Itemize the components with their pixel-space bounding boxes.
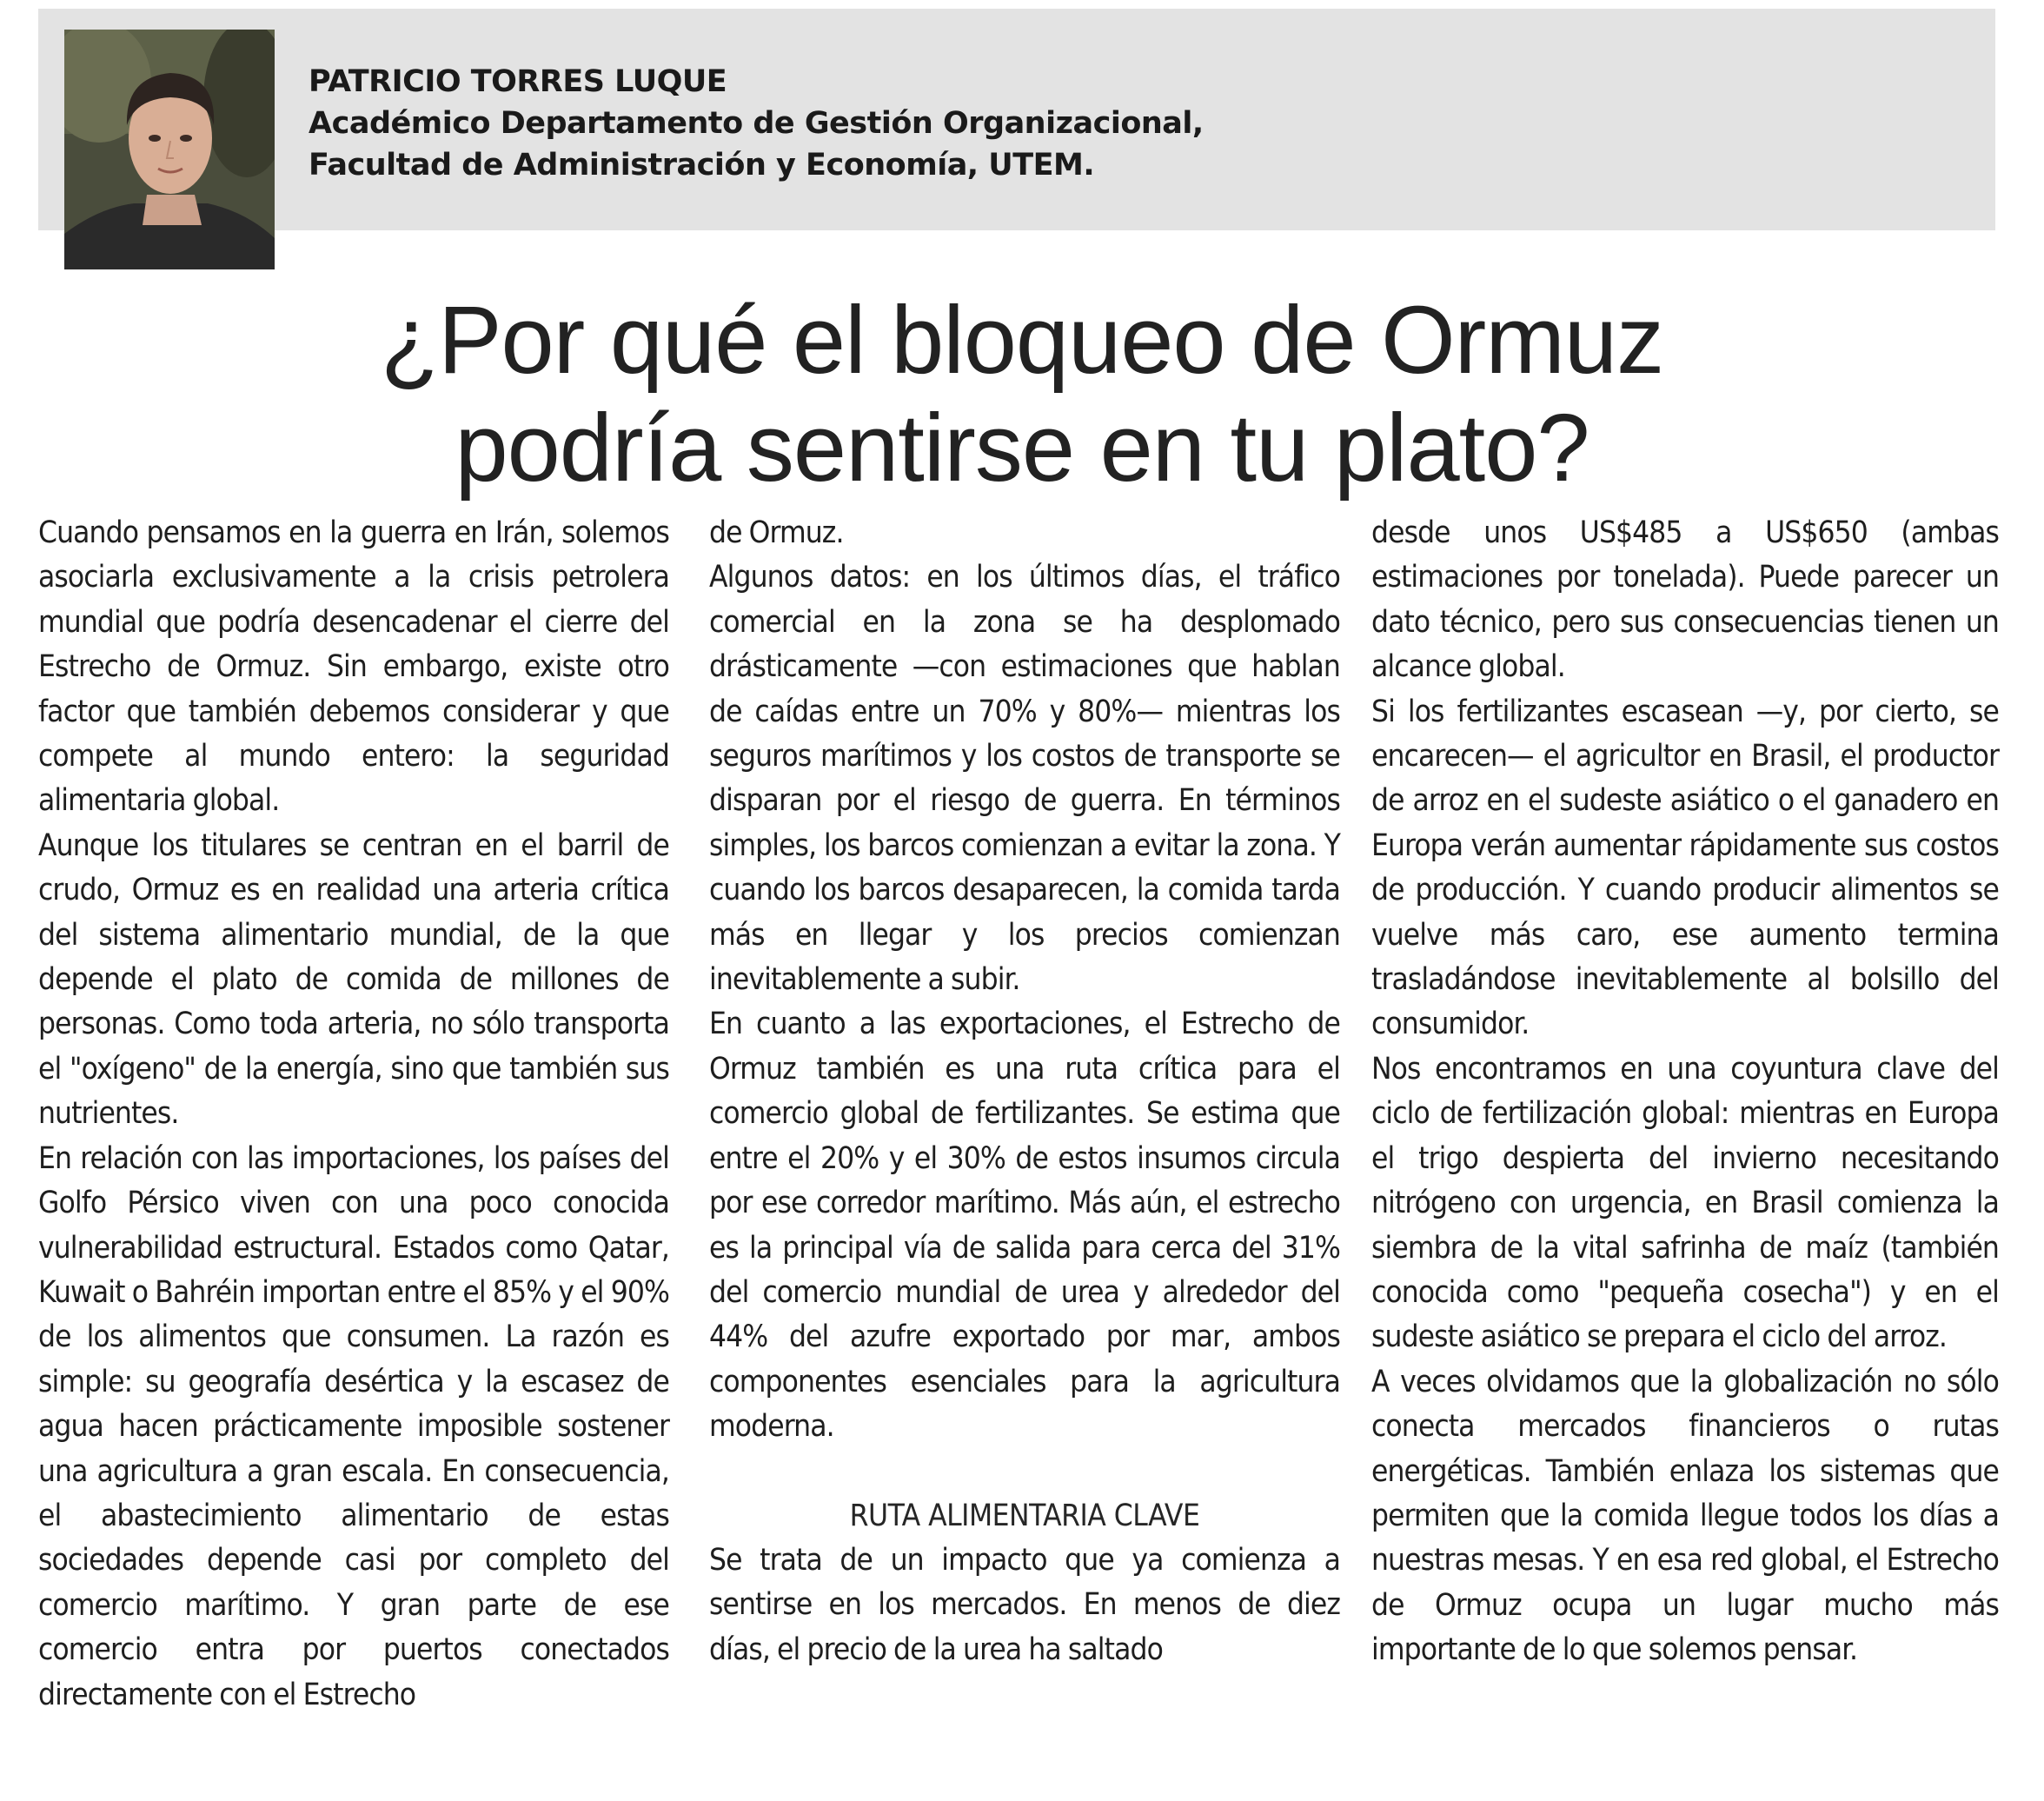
author-name: PATRICIO TORRES LUQUE — [309, 64, 727, 99]
body-paragraph: desde unos US$485 a US$650 (ambas estimaciones por tonelada). Puede parecer un dato técnico, pero sus consecuencias tienen un alcance global. — [1371, 515, 1999, 685]
article-column-3 — [1371, 511, 1999, 1673]
body-paragraph: En relación con las importaciones, los países del Golfo Pérsico viven con una poco conocida vulnerabilidad estructural. Estados como Qatar, Kuwait o Bahréin importan entre el 85% y el 90% de los alimentos que consumen. La razón es simple: su geografía desértica y la escasez de agua hacen prácticamente imposible sostener una agricultura a gran escala. En consecuencia, el abastecimiento alimentario de estas sociedades depende casi por completo del comercio marítimo. Y gran parte de ese comercio entra por puertos conectados directamente con el Estrecho — [38, 1140, 669, 1712]
body-paragraph: Nos encontramos en una coyuntura clave del ciclo de fertilización global: mientras en Europa el trigo despierta del invierno necesitando nitrógeno con urgencia, en Brasil comienza la siembra de la vital safrinha de maíz (también conocida como "pequeña cosecha") y en el sudeste asiático se prepara el ciclo del arroz. — [1371, 1051, 1999, 1355]
article-column-1 — [38, 511, 669, 1718]
body-paragraph: Aunque los titulares se centran en el barril de crudo, Ormuz es en realidad una arteria crítica del sistema alimentario mundial, de la que depende el plato de comida de millones de personas. Como toda arteria, no sólo transporta el "oxígeno" de la energía, sino que también sus nutrientes. — [38, 827, 669, 1132]
author-role-line2: Facultad de Administración y Economía, UTEM. — [309, 148, 1095, 183]
body-paragraph: En cuanto a las exportaciones, el Estrecho de Ormuz también es una ruta crítica para el comercio global de fertilizantes. Se estima que entre el 20% y el 30% de estos insumos circula por ese corredor marítimo. Más aún, el estrecho es la principal vía de salida para cerca del 31% del comercio mundial de urea y alrededor del 44% del azufre exportado por mar, ambos componentes esenciales para la agricultura moderna. — [709, 1007, 1340, 1445]
author-role-line1: Académico Departamento de Gestión Organizacional, — [309, 106, 1204, 141]
body-paragraph: A veces olvidamos que la globalización no sólo conecta mercados financieros o rutas energéticas. También enlaza los sistemas que permiten que la comida llegue todos los días a nuestras mesas. Y en esa red global, el Estrecho de Ormuz ocupa un lugar mucho más importante de lo que solemos pensar. — [1371, 1364, 1999, 1668]
author-photo — [64, 30, 275, 269]
body-paragraph: de Ormuz. — [709, 515, 844, 550]
body-paragraph: Cuando pensamos en la guerra en Irán, solemos asociarla exclusivamente a la crisis petrolera mundial que podría desencadenar el cierre del Estrecho de Ormuz. Sin embargo, existe otro factor que también debemos considerar y que compete al mundo entero: la seguridad alimentaria global. — [38, 515, 669, 819]
body-paragraph: Algunos datos: en los últimos días, el tráfico comercial en la zona se ha desplomado drásticamente —con estimaciones que hablan de caídas entre un 70% y 80%— mientras los seguros marítimos y los costos de transporte se disparan por el riesgo de guerra. En términos simples, los barcos comienzan a evitar la zona. Y cuando los barcos desaparecen, la comida tarda más en llegar y los precios comienzan inevitablemente a subir. — [709, 560, 1340, 998]
article-column-2 — [709, 511, 1340, 1672]
headline — [0, 287, 2044, 502]
body-paragraph: Se trata de un impacto que ya comienza a sentirse en los mercados. En menos de diez días, el precio de la urea ha saltado — [709, 1542, 1340, 1667]
author-info — [309, 61, 1204, 186]
section-subhead: RUTA ALIMENTARIA CLAVE — [849, 1498, 1200, 1533]
headline-line2: podría sentirse en tu plato? — [455, 395, 1589, 502]
headline-line1: ¿Por qué el bloqueo de Ormuz — [380, 287, 1664, 394]
body-paragraph: Si los fertilizantes escasean —y, por cierto, se encarecen— el agricultor en Brasil, el productor de arroz en el sudeste asiático o el ganadero en Europa verán aumentar rápidamente sus costos de producción. Y cuando producir alimentos se vuelve más caro, ese aumento termina trasladándose inevitablemente al bolsillo del consumidor. — [1371, 694, 1999, 1042]
